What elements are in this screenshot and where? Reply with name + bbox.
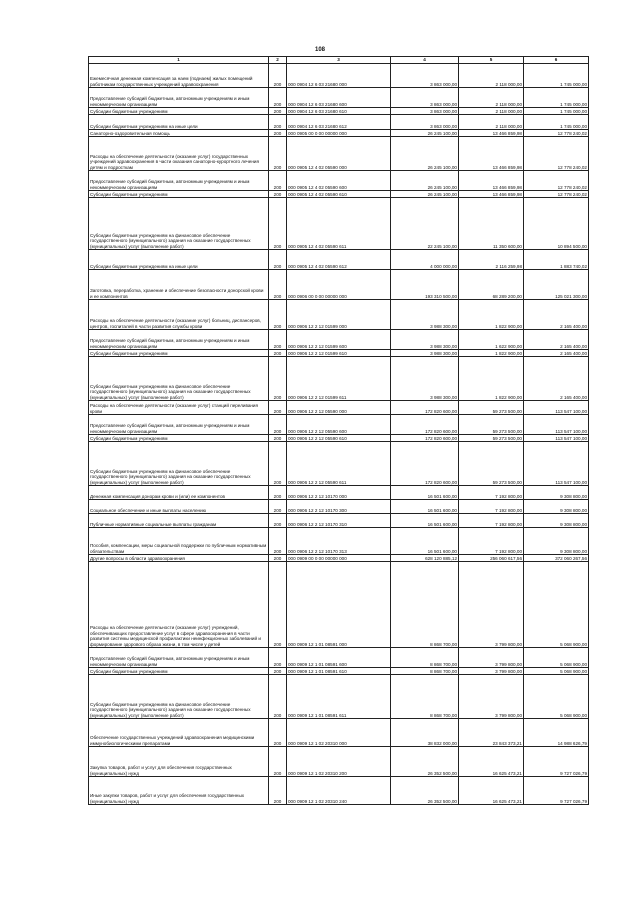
row-name-cell: Денежная компенсация донорам крови и (или) ее компонентов: [89, 486, 269, 500]
row-value-executed-cell: 13 466 859,98: [459, 130, 524, 137]
row-value-plan-cell: 8 868 700,00: [391, 562, 459, 648]
table-row: [89, 330, 589, 350]
row-code-cell: 200: [269, 555, 287, 562]
row-name-cell: Социальное обеспечение и иные выплаты населению: [89, 500, 269, 514]
row-code-cell: 200: [269, 198, 287, 250]
row-value-executed-cell: 2 118 000,00: [459, 88, 524, 108]
row-value-executed-cell: 68 289 200,00: [459, 270, 524, 300]
row-name-cell: Расходы на обеспечение деятельности (оказание услуг) станций переливания крови: [89, 401, 269, 415]
row-value-executed-cell: 59 273 500,00: [459, 442, 524, 486]
row-kbk-cell: 000 0905 12 4 02 05590 000: [287, 137, 391, 171]
row-name-cell: Субсидии бюджетным учреждениям на иные цели: [89, 115, 269, 130]
row-value-remainder-cell: 5 068 900,00: [524, 562, 589, 648]
row-kbk-cell: 000 0906 12 2 12 05590 610: [287, 435, 391, 442]
table-row: [89, 300, 589, 330]
row-code-cell: 200: [269, 350, 287, 357]
table-row: [89, 401, 589, 415]
row-kbk-cell: 000 0904 12 6 03 21680 600: [287, 88, 391, 108]
row-kbk-cell: 000 0906 12 2 12 10170 000: [287, 486, 391, 500]
row-value-plan-cell: 172 820 600,00: [391, 442, 459, 486]
row-value-remainder-cell: 9 308 800,00: [524, 486, 589, 500]
row-value-remainder-cell: 5 068 900,00: [524, 668, 589, 675]
row-name-cell: Предоставление субсидий бюджетным, автономным учреждениям и иным некоммерческим организациям: [89, 648, 269, 668]
table-row: [89, 562, 589, 648]
row-name-cell: Заготовка, переработка, хранение и обеспечение безопасности донорской крови и ее компонентов: [89, 270, 269, 300]
row-value-plan-cell: 22 245 100,00: [391, 198, 459, 250]
budget-table: [88, 56, 589, 805]
row-value-remainder-cell: 12 778 240,02: [524, 191, 589, 198]
table-row: [89, 250, 589, 270]
row-kbk-cell: 000 0905 00 0 00 00000 000: [287, 130, 391, 137]
row-value-plan-cell: 4 000 000,00: [391, 250, 459, 270]
row-value-plan-cell: 3 988 300,00: [391, 300, 459, 330]
row-value-executed-cell: 1 822 900,00: [459, 357, 524, 401]
row-code-cell: 200: [269, 514, 287, 528]
row-value-remainder-cell: 113 547 100,00: [524, 442, 589, 486]
row-name-cell: Субсидии бюджетным учреждениям на финансовое обеспечение государственного (муниципального) задания на оказание государственных (муниципальных) услуг (выполнение работ): [89, 675, 269, 719]
row-name-cell: Ежемесячная денежная компенсация за наем (поднаем) жилых помещений работникам государственных учреждений здравоохранения: [89, 64, 269, 88]
table-row: [89, 719, 589, 747]
row-code-cell: 200: [269, 88, 287, 108]
table-row: [89, 64, 589, 88]
row-value-executed-cell: 2 118 000,00: [459, 64, 524, 88]
row-name-cell: Иные закупки товаров, работ и услуг для обеспечения государственных (муниципальных) нужд: [89, 777, 269, 805]
row-code-cell: 200: [269, 64, 287, 88]
row-value-executed-cell: 2 118 000,00: [459, 115, 524, 130]
row-value-remainder-cell: 1 745 000,00: [524, 108, 589, 115]
header-col-5: 5: [459, 57, 524, 64]
row-value-remainder-cell: 9 727 026,79: [524, 777, 589, 805]
row-value-remainder-cell: 1 745 000,00: [524, 115, 589, 130]
row-value-executed-cell: 16 625 473,21: [459, 747, 524, 777]
row-value-plan-cell: 16 501 600,00: [391, 486, 459, 500]
row-value-plan-cell: 3 988 300,00: [391, 350, 459, 357]
row-value-executed-cell: 7 192 800,00: [459, 486, 524, 500]
row-value-remainder-cell: 5 068 900,00: [524, 675, 589, 719]
row-value-remainder-cell: 9 727 026,79: [524, 747, 589, 777]
row-value-remainder-cell: 113 547 100,00: [524, 435, 589, 442]
row-name-cell: Пособия, компенсации, меры социальной поддержки по публичным нормативным обязательствам: [89, 528, 269, 555]
row-value-remainder-cell: 113 547 100,00: [524, 415, 589, 435]
row-value-remainder-cell: 2 165 400,00: [524, 357, 589, 401]
row-name-cell: Субсидии бюджетным учреждениям на финансовое обеспечение государственного (муниципального) задания на оказание государственных (муниципальных) услуг (выполнение работ): [89, 442, 269, 486]
row-value-executed-cell: 13 466 859,98: [459, 137, 524, 171]
row-kbk-cell: 000 0904 12 6 03 21680 000: [287, 64, 391, 88]
row-value-executed-cell: 1 822 900,00: [459, 350, 524, 357]
row-value-executed-cell: 2 118 000,00: [459, 108, 524, 115]
header-col-1: 1: [89, 57, 269, 64]
row-value-executed-cell: 23 843 373,21: [459, 719, 524, 747]
table-row: [89, 777, 589, 805]
row-value-executed-cell: 2 116 259,98: [459, 250, 524, 270]
row-code-cell: 200: [269, 435, 287, 442]
row-value-plan-cell: 26 245 100,00: [391, 191, 459, 198]
row-kbk-cell: 000 0909 12 1 01 08591 000: [287, 562, 391, 648]
row-value-remainder-cell: 9 308 800,00: [524, 514, 589, 528]
row-name-cell: Публичные нормативные социальные выплаты гражданам: [89, 514, 269, 528]
row-value-remainder-cell: 125 021 300,00: [524, 270, 589, 300]
row-code-cell: 200: [269, 330, 287, 350]
row-value-executed-cell: 3 799 800,00: [459, 675, 524, 719]
row-value-executed-cell: 256 060 617,56: [459, 555, 524, 562]
row-code-cell: 200: [269, 300, 287, 330]
row-value-executed-cell: 11 350 600,00: [459, 198, 524, 250]
row-code-cell: 200: [269, 415, 287, 435]
row-value-remainder-cell: 12 778 240,02: [524, 137, 589, 171]
row-kbk-cell: 000 0905 12 4 02 05590 611: [287, 198, 391, 250]
row-value-remainder-cell: 2 165 400,00: [524, 350, 589, 357]
row-kbk-cell: 000 0906 12 2 12 10170 313: [287, 528, 391, 555]
row-name-cell: Санаторно-оздоровительная помощь: [89, 130, 269, 137]
row-code-cell: 200: [269, 500, 287, 514]
row-code-cell: 200: [269, 648, 287, 668]
row-kbk-cell: 000 0909 12 1 01 08591 600: [287, 648, 391, 668]
row-value-plan-cell: 16 501 600,00: [391, 500, 459, 514]
row-name-cell: Субсидии бюджетным учреждениям: [89, 350, 269, 357]
row-kbk-cell: 000 0905 12 4 02 05590 612: [287, 250, 391, 270]
row-kbk-cell: 000 0906 12 2 12 01599 600: [287, 330, 391, 350]
table-row: [89, 171, 589, 191]
row-kbk-cell: 000 0906 12 2 12 10170 310: [287, 514, 391, 528]
row-code-cell: 200: [269, 130, 287, 137]
row-value-plan-cell: 16 501 600,00: [391, 528, 459, 555]
row-name-cell: Предоставление субсидий бюджетным, автономным учреждениям и иным некоммерческим организациям: [89, 88, 269, 108]
table-row: [89, 435, 589, 442]
table-row: [89, 130, 589, 137]
row-value-remainder-cell: 1 745 000,00: [524, 88, 589, 108]
table-row: [89, 357, 589, 401]
row-value-executed-cell: 3 799 800,00: [459, 562, 524, 648]
row-code-cell: 200: [269, 191, 287, 198]
row-value-executed-cell: 3 799 800,00: [459, 648, 524, 668]
row-code-cell: 200: [269, 270, 287, 300]
row-value-plan-cell: 16 501 600,00: [391, 514, 459, 528]
table-row: [89, 88, 589, 108]
row-value-executed-cell: 7 192 800,00: [459, 500, 524, 514]
row-kbk-cell: 000 0909 12 1 01 08591 611: [287, 675, 391, 719]
row-value-plan-cell: 26 245 100,00: [391, 137, 459, 171]
row-name-cell: Субсидии бюджетным учреждениям: [89, 191, 269, 198]
row-code-cell: 200: [269, 115, 287, 130]
header-col-2: 2: [269, 57, 287, 64]
row-kbk-cell: 000 0904 12 6 03 21680 610: [287, 108, 391, 115]
row-code-cell: 200: [269, 777, 287, 805]
row-code-cell: 200: [269, 171, 287, 191]
row-kbk-cell: 000 0906 12 2 12 01599 611: [287, 357, 391, 401]
table-row: [89, 675, 589, 719]
table-row: [89, 350, 589, 357]
row-value-plan-cell: 8 868 700,00: [391, 675, 459, 719]
row-value-executed-cell: 1 822 900,00: [459, 300, 524, 330]
row-value-remainder-cell: 9 308 800,00: [524, 528, 589, 555]
row-kbk-cell: 000 0906 12 2 12 05590 000: [287, 401, 391, 415]
row-value-remainder-cell: 1 883 740,02: [524, 250, 589, 270]
row-name-cell: Субсидии бюджетным учреждениям на финансовое обеспечение государственного (муниципального) задания на оказание государственных (муниципальных) услуг (выполнение работ): [89, 357, 269, 401]
header-row: [89, 57, 589, 64]
row-value-plan-cell: 193 310 500,00: [391, 270, 459, 300]
row-value-plan-cell: 8 868 700,00: [391, 668, 459, 675]
row-value-plan-cell: 3 988 300,00: [391, 357, 459, 401]
row-name-cell: Обеспечение государственных учреждений здравоохранения медицинскими иммунобиологическими препаратами: [89, 719, 269, 747]
row-value-executed-cell: 59 273 500,00: [459, 435, 524, 442]
row-kbk-cell: 000 0909 00 0 00 00000 000: [287, 555, 391, 562]
row-value-plan-cell: 26 245 100,00: [391, 171, 459, 191]
table-row: [89, 514, 589, 528]
row-name-cell: Предоставление субсидий бюджетным, автономным учреждениям и иным некоммерческим организациям: [89, 330, 269, 350]
row-value-plan-cell: 38 832 000,00: [391, 719, 459, 747]
row-value-remainder-cell: 9 308 800,00: [524, 500, 589, 514]
row-value-executed-cell: 59 273 500,00: [459, 401, 524, 415]
row-value-executed-cell: 3 799 800,00: [459, 668, 524, 675]
row-code-cell: 200: [269, 137, 287, 171]
row-kbk-cell: 000 0904 12 6 03 21680 612: [287, 115, 391, 130]
row-kbk-cell: 000 0905 12 4 02 05590 610: [287, 191, 391, 198]
row-code-cell: 200: [269, 668, 287, 675]
row-name-cell: Закупка товаров, работ и услуг для обеспечения государственных (муниципальных) нужд: [89, 747, 269, 777]
table-row: [89, 415, 589, 435]
row-kbk-cell: 000 0906 12 2 12 01599 000: [287, 300, 391, 330]
row-code-cell: 200: [269, 528, 287, 555]
table-row: [89, 500, 589, 514]
row-code-cell: 200: [269, 401, 287, 415]
row-code-cell: 200: [269, 108, 287, 115]
row-kbk-cell: 000 0906 12 2 12 01599 610: [287, 350, 391, 357]
table-row: [89, 668, 589, 675]
row-value-remainder-cell: 10 894 500,00: [524, 198, 589, 250]
row-value-plan-cell: 628 120 885,12: [391, 555, 459, 562]
row-value-remainder-cell: 372 060 267,56: [524, 555, 589, 562]
table-row: [89, 486, 589, 500]
row-value-executed-cell: 59 273 500,00: [459, 415, 524, 435]
row-kbk-cell: 000 0909 12 1 02 20310 240: [287, 777, 391, 805]
row-code-cell: 200: [269, 250, 287, 270]
table-body: [89, 64, 589, 805]
row-value-plan-cell: 26 352 500,00: [391, 777, 459, 805]
row-value-executed-cell: 13 466 859,98: [459, 191, 524, 198]
row-kbk-cell: 000 0906 12 2 12 05590 600: [287, 415, 391, 435]
row-kbk-cell: 000 0909 12 1 02 20310 000: [287, 719, 391, 747]
row-code-cell: 200: [269, 486, 287, 500]
row-code-cell: 200: [269, 719, 287, 747]
row-code-cell: 200: [269, 675, 287, 719]
row-value-plan-cell: 3 863 000,00: [391, 115, 459, 130]
row-kbk-cell: 000 0909 12 1 01 08591 610: [287, 668, 391, 675]
row-value-plan-cell: 3 863 000,00: [391, 64, 459, 88]
row-name-cell: Другие вопросы в области здравоохранения: [89, 555, 269, 562]
header-col-4: 4: [391, 57, 459, 64]
row-name-cell: Субсидии бюджетным учреждениям на иные цели: [89, 250, 269, 270]
row-value-remainder-cell: 5 068 900,00: [524, 648, 589, 668]
table-header: [89, 57, 589, 64]
row-name-cell: Субсидии бюджетным учреждениям: [89, 108, 269, 115]
table-row: [89, 191, 589, 198]
table-row: [89, 115, 589, 130]
row-value-plan-cell: 172 820 600,00: [391, 401, 459, 415]
table-row: [89, 442, 589, 486]
page-number: 108: [314, 47, 325, 53]
row-value-plan-cell: 3 863 000,00: [391, 88, 459, 108]
table-row: [89, 747, 589, 777]
row-value-plan-cell: 3 988 300,00: [391, 330, 459, 350]
row-value-plan-cell: 8 868 700,00: [391, 648, 459, 668]
row-value-executed-cell: 7 192 800,00: [459, 514, 524, 528]
row-value-plan-cell: 172 820 600,00: [391, 435, 459, 442]
table-row: [89, 555, 589, 562]
row-name-cell: Субсидии бюджетным учреждениям: [89, 668, 269, 675]
row-name-cell: Предоставление субсидий бюджетным, автономным учреждениям и иным некоммерческим организациям: [89, 415, 269, 435]
row-kbk-cell: 000 0905 12 4 02 05590 600: [287, 171, 391, 191]
row-value-plan-cell: 172 820 600,00: [391, 415, 459, 435]
table-row: [89, 648, 589, 668]
table-row: [89, 137, 589, 171]
row-code-cell: 200: [269, 562, 287, 648]
row-name-cell: Предоставление субсидий бюджетным, автономным учреждениям и иным некоммерческим организациям: [89, 171, 269, 191]
row-value-plan-cell: 26 245 100,00: [391, 130, 459, 137]
row-kbk-cell: 000 0906 00 0 00 00000 000: [287, 270, 391, 300]
row-value-executed-cell: 7 192 800,00: [459, 528, 524, 555]
row-value-remainder-cell: 12 778 240,02: [524, 130, 589, 137]
row-value-executed-cell: 13 466 859,98: [459, 171, 524, 191]
row-name-cell: Субсидии бюджетным учреждениям: [89, 435, 269, 442]
row-value-remainder-cell: 1 745 000,00: [524, 64, 589, 88]
row-name-cell: Расходы на обеспечение деятельности (оказание услуг) больниц, диспансеров, центров, госпиталей в части развития службы крови: [89, 300, 269, 330]
header-col-6: 6: [524, 57, 589, 64]
row-value-executed-cell: 16 625 473,21: [459, 777, 524, 805]
row-kbk-cell: 000 0906 12 2 12 05590 611: [287, 442, 391, 486]
row-name-cell: Субсидии бюджетным учреждениям на финансовое обеспечение государственного (муниципального) задания на оказание государственных (муниципальных) услуг (выполнение работ): [89, 198, 269, 250]
table-row: [89, 198, 589, 250]
row-name-cell: Расходы на обеспечение деятельности (оказание услуг) учреждений, обеспечивающих предоставление услуг в сфере здравоохранения в части развития системы медицинской профилактики неинфекционных заболеваний и формирование здорового образа жизни, в том числе у детей: [89, 562, 269, 648]
row-code-cell: 200: [269, 442, 287, 486]
header-col-3: 3: [287, 57, 391, 64]
row-code-cell: 200: [269, 357, 287, 401]
table-row: [89, 270, 589, 300]
row-value-remainder-cell: 113 547 100,00: [524, 401, 589, 415]
row-name-cell: Расходы на обеспечение деятельности (оказание услуг) государственных учреждений здравоохранения в части оказания санаторно-курортного лечения детям и подросткам: [89, 137, 269, 171]
row-value-remainder-cell: 2 165 400,00: [524, 330, 589, 350]
row-value-executed-cell: 1 622 900,00: [459, 330, 524, 350]
row-value-remainder-cell: 2 165 400,00: [524, 300, 589, 330]
row-value-plan-cell: 3 863 000,00: [391, 108, 459, 115]
row-kbk-cell: 000 0909 12 1 02 20310 200: [287, 747, 391, 777]
row-kbk-cell: 000 0906 12 2 12 10170 300: [287, 500, 391, 514]
table-row: [89, 108, 589, 115]
row-value-remainder-cell: 12 778 240,02: [524, 171, 589, 191]
row-value-plan-cell: 26 352 500,00: [391, 747, 459, 777]
table-row: [89, 528, 589, 555]
row-value-remainder-cell: 14 988 626,79: [524, 719, 589, 747]
row-code-cell: 200: [269, 747, 287, 777]
